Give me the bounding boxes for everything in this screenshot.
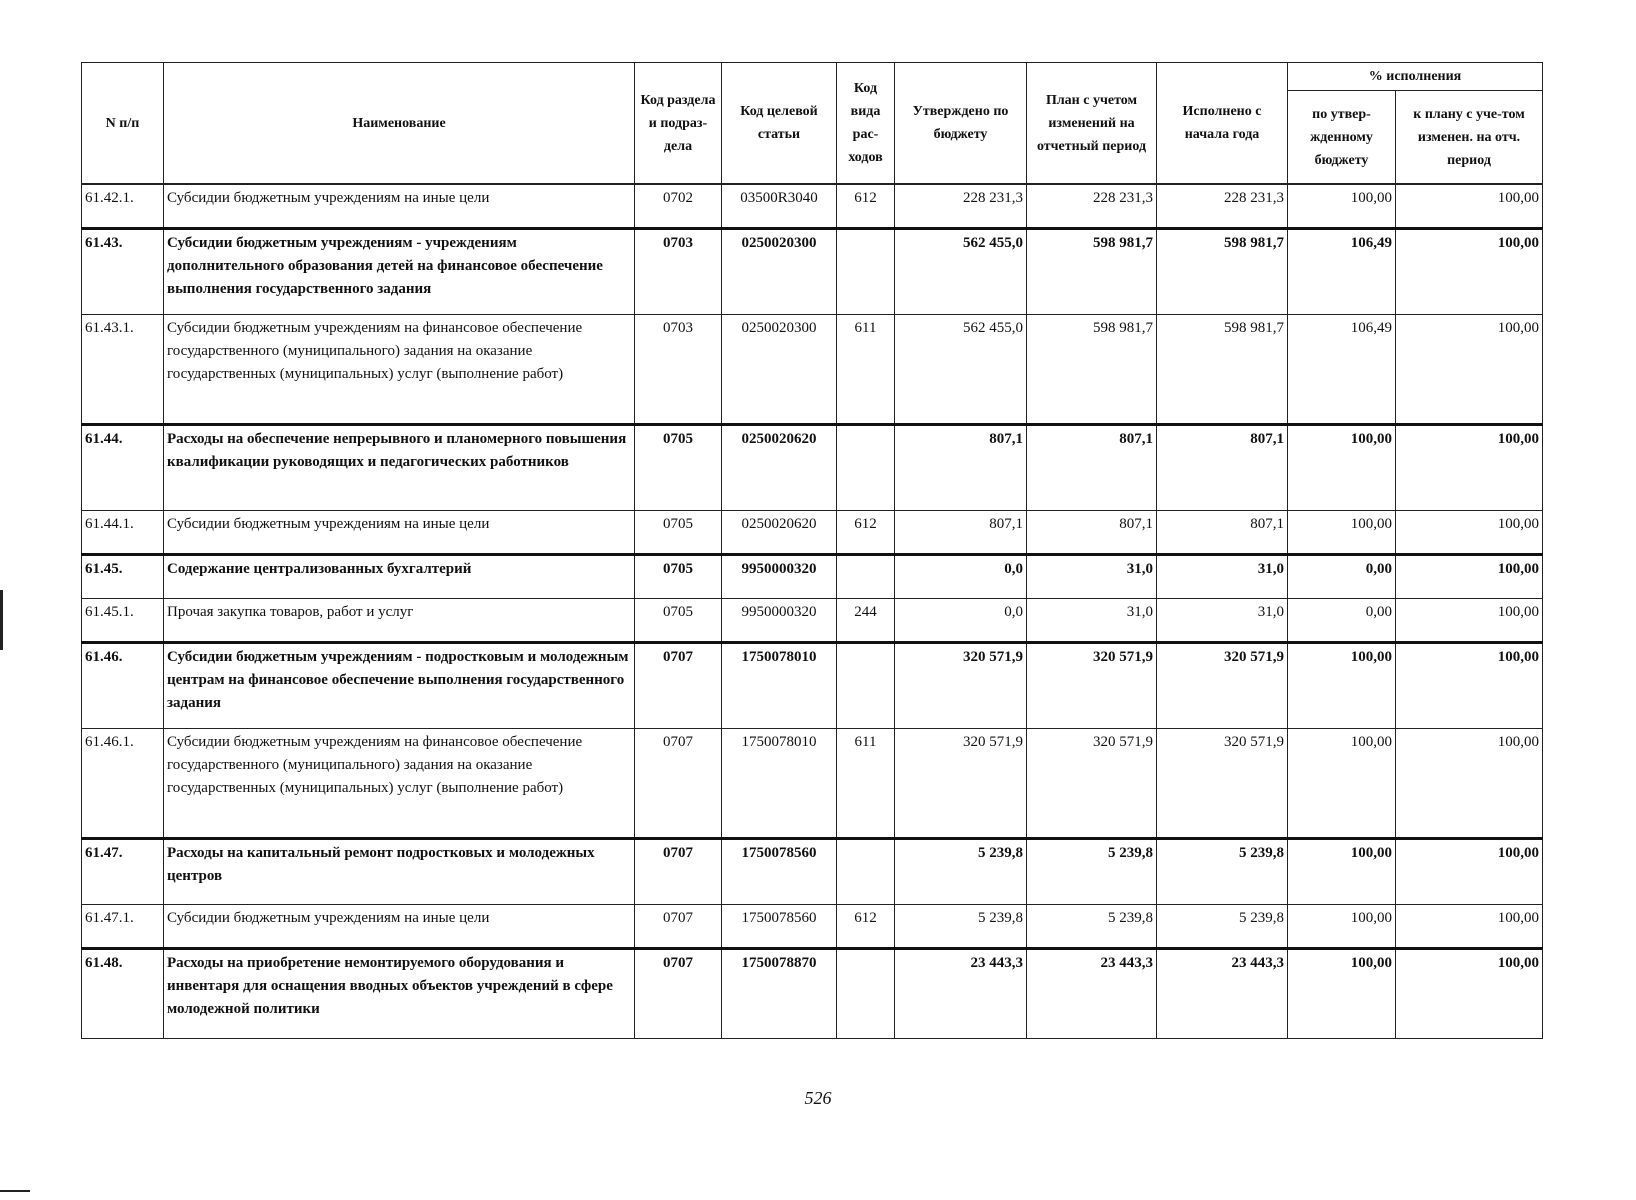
row-section-code: 0707 (635, 904, 722, 948)
row-section-code: 0705 (635, 598, 722, 642)
row-pct-approved: 100,00 (1288, 510, 1396, 554)
row-approved: 562 455,0 (895, 314, 1027, 424)
row-executed: 598 981,7 (1157, 228, 1288, 314)
table-row (82, 510, 1543, 554)
row-section-code: 0705 (635, 554, 722, 598)
row-plan: 320 571,9 (1027, 642, 1157, 728)
row-executed: 807,1 (1157, 424, 1288, 510)
row-plan: 5 239,8 (1027, 904, 1157, 948)
row-pct-plan: 100,00 (1396, 510, 1543, 554)
scan-edge-mark (0, 1190, 30, 1192)
row-approved: 320 571,9 (895, 642, 1027, 728)
row-num: 61.43.1. (82, 314, 164, 424)
row-executed: 320 571,9 (1157, 642, 1288, 728)
table-row-group (82, 228, 1543, 314)
table-row (82, 904, 1543, 948)
row-section-code: 0703 (635, 314, 722, 424)
row-expense-code: 611 (837, 314, 895, 424)
row-name: Субсидии бюджетным учреждениям - учреждениям дополнительного образования детей на финансовое обеспечение выполнения государственного задания (164, 228, 635, 314)
row-num: 61.46. (82, 642, 164, 728)
budget-execution-table (81, 62, 1543, 1039)
table-row-group (82, 554, 1543, 598)
row-pct-approved: 100,00 (1288, 904, 1396, 948)
row-pct-approved: 100,00 (1288, 838, 1396, 904)
table-row (82, 598, 1543, 642)
table-row-group (82, 838, 1543, 904)
row-name: Субсидии бюджетным учреждениям на иные цели (164, 904, 635, 948)
table-body (82, 184, 1543, 1038)
row-target-code: 1750078560 (722, 838, 837, 904)
row-name: Субсидии бюджетным учреждениям на иные цели (164, 510, 635, 554)
row-pct-approved: 0,00 (1288, 598, 1396, 642)
table-row-group (82, 424, 1543, 510)
row-pct-approved: 100,00 (1288, 948, 1396, 1038)
row-plan: 228 231,3 (1027, 184, 1157, 228)
row-expense-code: 612 (837, 184, 895, 228)
row-section-code: 0707 (635, 728, 722, 838)
row-executed: 320 571,9 (1157, 728, 1288, 838)
row-pct-plan: 100,00 (1396, 948, 1543, 1038)
row-name: Субсидии бюджетным учреждениям на финансовое обеспечение государственного (муниципального) задания на оказание государственных (муниципальных) услуг (выполнение работ) (164, 314, 635, 424)
table-row-group (82, 642, 1543, 728)
row-executed: 5 239,8 (1157, 838, 1288, 904)
row-section-code: 0705 (635, 510, 722, 554)
row-executed: 31,0 (1157, 598, 1288, 642)
row-target-code: 1750078560 (722, 904, 837, 948)
row-expense-code (837, 554, 895, 598)
row-plan: 598 981,7 (1027, 228, 1157, 314)
row-pct-plan: 100,00 (1396, 314, 1543, 424)
row-num: 61.44. (82, 424, 164, 510)
row-pct-plan: 100,00 (1396, 838, 1543, 904)
row-section-code: 0702 (635, 184, 722, 228)
row-plan: 320 571,9 (1027, 728, 1157, 838)
row-target-code: 1750078010 (722, 728, 837, 838)
row-approved: 228 231,3 (895, 184, 1027, 228)
header-code-section: Код раздела и подраз-дела (635, 63, 722, 185)
row-target-code: 1750078010 (722, 642, 837, 728)
row-executed: 228 231,3 (1157, 184, 1288, 228)
row-name: Субсидии бюджетным учреждениям - подростковым и молодежным центрам на финансовое обеспечение выполнения государственного задания (164, 642, 635, 728)
scan-edge-mark (0, 590, 3, 650)
row-num: 61.46.1. (82, 728, 164, 838)
row-approved: 5 239,8 (895, 904, 1027, 948)
row-num: 61.47.1. (82, 904, 164, 948)
header-approved: Утверждено по бюджету (895, 63, 1027, 185)
row-expense-code (837, 642, 895, 728)
row-executed: 31,0 (1157, 554, 1288, 598)
row-expense-code (837, 424, 895, 510)
row-expense-code (837, 228, 895, 314)
row-section-code: 0707 (635, 642, 722, 728)
row-executed: 807,1 (1157, 510, 1288, 554)
page-number: 526 (804, 1088, 832, 1108)
row-expense-code: 244 (837, 598, 895, 642)
table-row (82, 314, 1543, 424)
row-section-code: 0705 (635, 424, 722, 510)
row-plan: 23 443,3 (1027, 948, 1157, 1038)
row-name: Субсидии бюджетным учреждениям на финансовое обеспечение государственного (муниципального) задания на оказание государственных (муниципальных) услуг (выполнение работ) (164, 728, 635, 838)
row-expense-code: 611 (837, 728, 895, 838)
row-approved: 0,0 (895, 554, 1027, 598)
row-expense-code (837, 838, 895, 904)
row-pct-plan: 100,00 (1396, 228, 1543, 314)
row-name: Содержание централизованных бухгалтерий (164, 554, 635, 598)
row-executed: 5 239,8 (1157, 904, 1288, 948)
row-target-code: 03500R3040 (722, 184, 837, 228)
row-pct-plan: 100,00 (1396, 728, 1543, 838)
row-name: Расходы на обеспечение непрерывного и планомерного повышения квалификации руководящих и педагогических работников (164, 424, 635, 510)
header-code-expense: Код вида рас-ходов (837, 63, 895, 185)
row-pct-approved: 106,49 (1288, 314, 1396, 424)
row-approved: 0,0 (895, 598, 1027, 642)
row-name: Субсидии бюджетным учреждениям на иные цели (164, 184, 635, 228)
row-approved: 23 443,3 (895, 948, 1027, 1038)
row-target-code: 9950000320 (722, 554, 837, 598)
row-executed: 598 981,7 (1157, 314, 1288, 424)
row-executed: 23 443,3 (1157, 948, 1288, 1038)
row-section-code: 0707 (635, 948, 722, 1038)
row-num: 61.44.1. (82, 510, 164, 554)
row-name: Расходы на капитальный ремонт подростковых и молодежных центров (164, 838, 635, 904)
header-num: N п/п (82, 63, 164, 185)
row-pct-approved: 100,00 (1288, 184, 1396, 228)
row-section-code: 0707 (635, 838, 722, 904)
row-pct-approved: 0,00 (1288, 554, 1396, 598)
header-name: Наименование (164, 63, 635, 185)
row-target-code: 0250020300 (722, 228, 837, 314)
row-plan: 31,0 (1027, 554, 1157, 598)
table-row (82, 728, 1543, 838)
row-name: Прочая закупка товаров, работ и услуг (164, 598, 635, 642)
row-plan: 598 981,7 (1027, 314, 1157, 424)
header-executed: Исполнено с начала года (1157, 63, 1288, 185)
row-pct-plan: 100,00 (1396, 184, 1543, 228)
row-pct-approved: 100,00 (1288, 642, 1396, 728)
header-code-target: Код целевой статьи (722, 63, 837, 185)
table-header (82, 63, 1543, 185)
row-target-code: 0250020620 (722, 424, 837, 510)
row-plan: 807,1 (1027, 510, 1157, 554)
row-plan: 807,1 (1027, 424, 1157, 510)
row-approved: 320 571,9 (895, 728, 1027, 838)
row-plan: 31,0 (1027, 598, 1157, 642)
row-pct-approved: 100,00 (1288, 424, 1396, 510)
header-pct-plan: к плану с уче-том изменен. на отч. период (1396, 91, 1543, 185)
row-num: 61.45.1. (82, 598, 164, 642)
row-pct-plan: 100,00 (1396, 424, 1543, 510)
row-section-code: 0703 (635, 228, 722, 314)
row-pct-plan: 100,00 (1396, 642, 1543, 728)
row-target-code: 1750078870 (722, 948, 837, 1038)
table-row (82, 184, 1543, 228)
row-name: Расходы на приобретение немонтируемого оборудования и инвентаря для оснащения вводных объектов учреждений в сфере молодежной политики (164, 948, 635, 1038)
row-expense-code: 612 (837, 510, 895, 554)
row-pct-approved: 106,49 (1288, 228, 1396, 314)
row-approved: 5 239,8 (895, 838, 1027, 904)
row-num: 61.43. (82, 228, 164, 314)
table-row-group (82, 948, 1543, 1038)
row-num: 61.45. (82, 554, 164, 598)
row-pct-plan: 100,00 (1396, 554, 1543, 598)
header-pct-group: % исполнения (1288, 63, 1543, 91)
row-expense-code (837, 948, 895, 1038)
row-target-code: 9950000320 (722, 598, 837, 642)
header-plan: План с учетом изменений на отчетный период (1027, 63, 1157, 185)
row-pct-plan: 100,00 (1396, 904, 1543, 948)
row-approved: 807,1 (895, 424, 1027, 510)
row-target-code: 0250020300 (722, 314, 837, 424)
row-plan: 5 239,8 (1027, 838, 1157, 904)
row-pct-approved: 100,00 (1288, 728, 1396, 838)
row-num: 61.42.1. (82, 184, 164, 228)
row-expense-code: 612 (837, 904, 895, 948)
row-num: 61.47. (82, 838, 164, 904)
header-pct-approved: по утвер-жденному бюджету (1288, 91, 1396, 185)
row-approved: 807,1 (895, 510, 1027, 554)
row-approved: 562 455,0 (895, 228, 1027, 314)
row-num: 61.48. (82, 948, 164, 1038)
row-target-code: 0250020620 (722, 510, 837, 554)
row-pct-plan: 100,00 (1396, 598, 1543, 642)
